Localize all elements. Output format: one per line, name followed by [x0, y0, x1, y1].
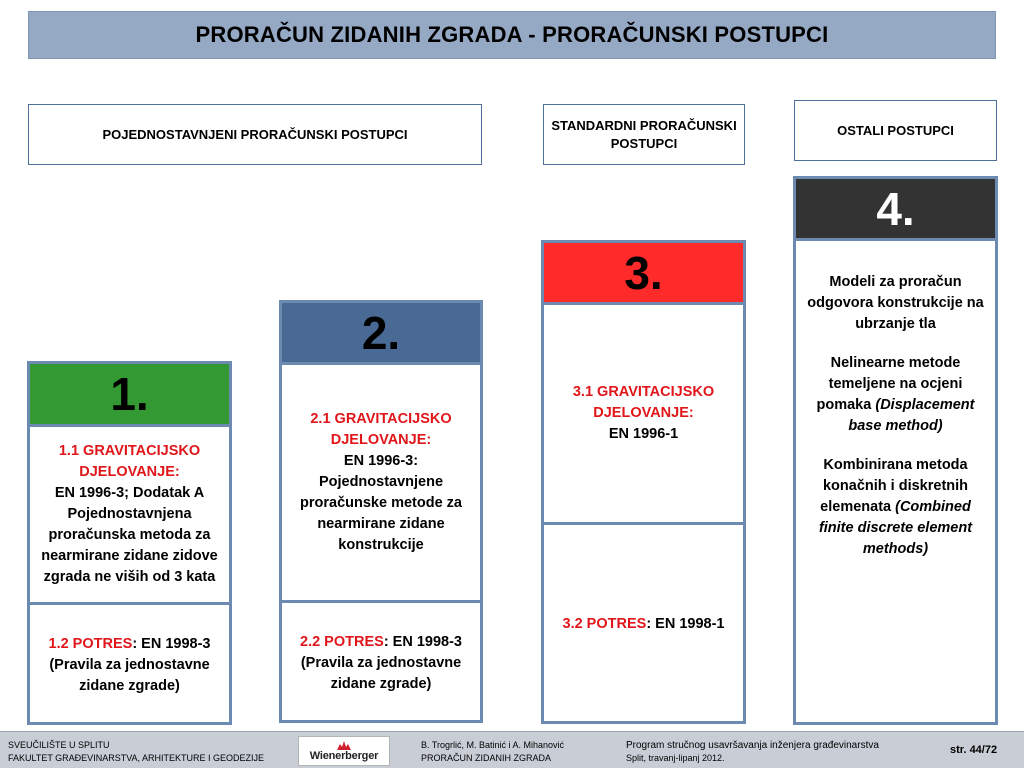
footer-institution-line1: SVEUČILIŠTE U SPLITU — [8, 740, 110, 750]
column-4-para-2-text: Nelinearne metode temeljene na ocjeni pomaka — [816, 355, 963, 413]
column-1-gravity — [30, 427, 229, 605]
column-1-seismic — [30, 608, 229, 722]
column-1-seismic-text: : EN 1998-3 (Pravila za jednostavne zidane zgrade) — [49, 635, 211, 694]
column-4-para-3-text: Kombinirana metoda konačnih i diskretnih elemenata — [820, 457, 969, 515]
column-3-seismic — [544, 528, 743, 721]
header-standard-procedures — [543, 104, 745, 165]
column-4-number-text: 4. — [876, 182, 915, 235]
column-2-seismic-heading: 2.2 POTRES — [300, 633, 384, 650]
column-2-seismic — [282, 606, 480, 720]
column-1-seismic-heading: 1.2 POTRES — [48, 635, 133, 652]
column-1-number-text: 1. — [110, 368, 149, 420]
logo-mark-icon — [337, 741, 351, 750]
slide-title: PRORAČUN ZIDANIH ZGRADA - PRORAČUNSKI POSTUPCI — [28, 11, 996, 59]
page-number: str. 44/72 — [950, 744, 998, 756]
column-3-gravity-heading: 3.1 GRAVITACIJSKO DJELOVANJE: — [572, 384, 715, 421]
header-standard-label: STANDARDNI PRORAČUNSKI POSTUPCI — [551, 117, 737, 151]
column-3-gravity — [544, 305, 743, 525]
column-1-gravity-heading: 1.1 GRAVITACIJSKO DJELOVANJE: — [58, 443, 201, 480]
footer-authors: B. Trogrlić, M. Batinić i A. Mihanović — [421, 740, 565, 750]
footer — [0, 731, 1024, 768]
column-2 — [279, 300, 483, 723]
column-1 — [27, 361, 232, 725]
footer-institution-line2: FAKULTET GRAĐEVINARSTVA, ARHITEKTURE I GEODEZIJE — [8, 753, 265, 763]
column-4-para-2 — [804, 353, 987, 437]
header-simplified-label: POJEDNOSTAVNJENI PRORAČUNSKI POSTUPCI — [102, 126, 408, 142]
footer-authors-block — [421, 739, 564, 765]
column-3-number-text: 3. — [624, 246, 663, 299]
footer-program-block — [626, 739, 879, 765]
column-3-seismic-text: : EN 1998-1 — [646, 616, 725, 632]
column-1-number — [30, 364, 229, 427]
column-4-para-1 — [804, 272, 987, 335]
footer-program: Program stručnog usavršavanja inženjera građevinarstva — [626, 740, 879, 751]
column-4-methods — [796, 241, 995, 591]
logo-text: Wienerberger — [309, 749, 379, 762]
column-2-gravity-text: EN 1996-3: Pojednostavnjene proračunske metode za nearmirane zidane konstrukcije — [300, 453, 462, 553]
column-4-para-2-italic: (Displacement base method) — [848, 397, 975, 434]
column-3-number — [544, 243, 743, 305]
column-2-number-text: 2. — [361, 306, 401, 359]
header-other-procedures — [794, 100, 997, 161]
column-2-gravity — [282, 365, 480, 603]
footer-course: PRORAČUN ZIDANIH ZGRADA — [421, 753, 552, 763]
column-4-para-3-italic: (Combined finite discrete element methods) — [818, 499, 973, 557]
column-4 — [793, 176, 998, 725]
footer-institution — [8, 739, 264, 765]
column-4-para-1-text: Modeli za proračun odgovora konstrukcije na ubrzanje tla — [807, 274, 984, 332]
column-4-number — [796, 179, 995, 241]
column-3-seismic-heading: 3.2 POTRES — [562, 616, 647, 632]
column-1-gravity-text: EN 1996-3; Dodatak A Pojednostavnjena proračunska metoda za nearmirane zidane zidove zgrada ne viših od 3 kata — [41, 485, 218, 585]
column-4-para-3 — [804, 455, 987, 560]
column-3-gravity-text: EN 1996-1 — [608, 426, 679, 442]
footer-place-date: Split, travanj-lipanj 2012. — [626, 753, 725, 763]
wienerberger-logo — [298, 736, 390, 766]
column-2-seismic-text: : EN 1998-3 (Pravila za jednostavne zidane zgrade) — [300, 633, 462, 692]
header-other-label: OSTALI POSTUPCI — [837, 122, 954, 138]
column-2-number — [282, 303, 480, 365]
header-simplified-procedures — [28, 104, 482, 165]
column-3 — [541, 240, 746, 724]
column-2-gravity-heading: 2.1 GRAVITACIJSKO DJELOVANJE: — [310, 411, 452, 448]
